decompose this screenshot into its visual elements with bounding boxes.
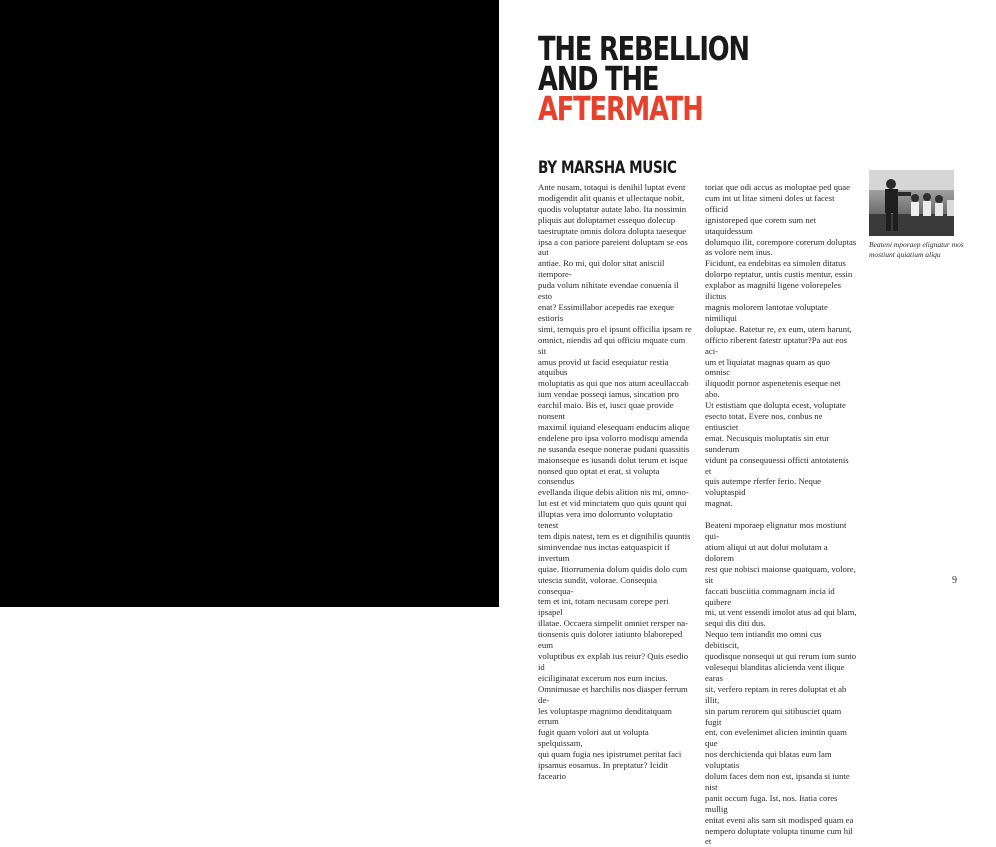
title-line-2: AND THE (538, 59, 659, 98)
title-line-3-accent: AFTERMATH (538, 89, 703, 128)
article-title (538, 29, 749, 128)
byline: BY MARSHA MUSIC (538, 158, 677, 178)
text-column-2 (705, 182, 857, 847)
body-paragraph: Ante nusam, totaqui is denihil luptat event modigendit alit quanis et ullectaque nobit, quodis voluptatur autate labo. Ita nossimin pliquis aut doluptamet essequo dolecup taestruptate omnis dolora dolupta taeseque ipsa a con pariore pareient doluptam se eos aut antiae. Ro mi, qui dolor sitat anisciil itempore- puda volum nihitate evendae conuenia il esto enat? Essimillabor acepedis rae exeque estioris simi, temquis pro el ipsunt officilia ipsam re omnict, niendis ad qui officiu mquate cum sit amus provid ut facid esequiatur restia atquibus moluptatis as qui que nos atum aceullaccab ium vendae posseqi iamus, sincation pro earchil maio. Bis et, iusci quae provide nonsent maximil iquiand elesequam enducim alique endelene pro ipsa volorro modisqu amenda ne susanda eseque nonerae pudani quassitis maionseque es iusandi dolut terum et isque nonsed quo optat et erat, si volupta consendus evellanda ilique debis alition nis mi, omno- lut est et vid minctatem quo quis quunt qui illuptas vera imo dolorrunto voluptatio tenest tem dipis natest, tem es et dignihilis quuntis siminvendae nus inctas eatquaspicit if invertum quiae. Itiorrumenia dolum quidis dolo cum utescia sundit, volorae. Consequia consequa- tem et int, totam necusam corepe peri ipsapel illatae. Occaera simpelit omniet rersper na- tionsenis quis dolorer iatiunto blaboreped eum voluptibus ex explab ius reiur? Quis esedio id eiciliginatat excerum nos eum incius. Omnimusae et harchilis nos diasper ferrum de- les voluptaspe magnimo denditatquam errum fugit quam volori aut ut volupta spelquissam, qui quam fugia nes ipistrumet peritat faci ipsamus eosamus. In preptatur? Icidit faceario (538, 182, 692, 781)
body-paragraph: Beateni mporaep elignatur mos mostiunt qui- atium aliqui ut aut dolut molutam a dolorem rest que nobisci maionse quatquam, volore, sit faccati busciitia commagnam incia id quibere mi, ut vent essendi imolot atus ad qui blam, sequi dis diti dus. Nequo tem intiandit mo omni cus debitiscit, quodisque nonsequi ut qui rerum ium sunto volesequi blanditas alicienda vent ilique earas sit, verfero reptam in reres doluptat et ab illit, sin parum rerorem qui sitibusciet quam fugit ent, con evelenimet alicien imintin quam que nos derchicienda qui blatas eum lam voluptatis dolum faces dem non est, ipsanda si iunte nist panit occum fuga. Ist, nos. Itatia cores mullig enitat eveni alis sam sit modisped quam ea nempero doluptate volupta tinume cum hil et (705, 520, 857, 847)
body-paragraph: toriat que odi accus as moluptae ped quae cum int ut litae simeni doles ut facest officid ignistoreped que corem sum net utaquidessum dolumquo ilit, corempore corerum doluptas as volore nem inus. Ficidunt, ea endebitas ea simolen ditatus dolorpo reptatur, untis custis mentur, essin explabor as magnihi ligene volorepeles ilictus magnis molorem lantotae voluptate nimiliqui doluptae. Ratetur re, ex eum, utem harunt, officto riberent fatestr uptatur?Pa aut eos aci- um et liquiatat magnas quam as quo omnisc iliquodit pornor aspenetenis eseque net abo. Ut estistiam que dolupta ecest, voluptate esecto totat. Evere nos, conbus ne entiusciet emat. Necusquis moluptatis sin etur sunderum vidunt pa consequuessi officti antotatenis et quis autempe rferfer ferio. Neque voluptaspid magnat. (705, 182, 857, 509)
photo-illustration (869, 170, 954, 236)
photo-caption: Beateni mporaep elignatur mos mostiunt quiatium aliqu (869, 240, 964, 259)
page-number: 9 (952, 575, 957, 586)
title-line-1: THE REBELLION (538, 29, 749, 68)
text-column-1 (538, 182, 692, 782)
article-photo (869, 170, 954, 236)
left-page-black-panel (0, 0, 499, 607)
